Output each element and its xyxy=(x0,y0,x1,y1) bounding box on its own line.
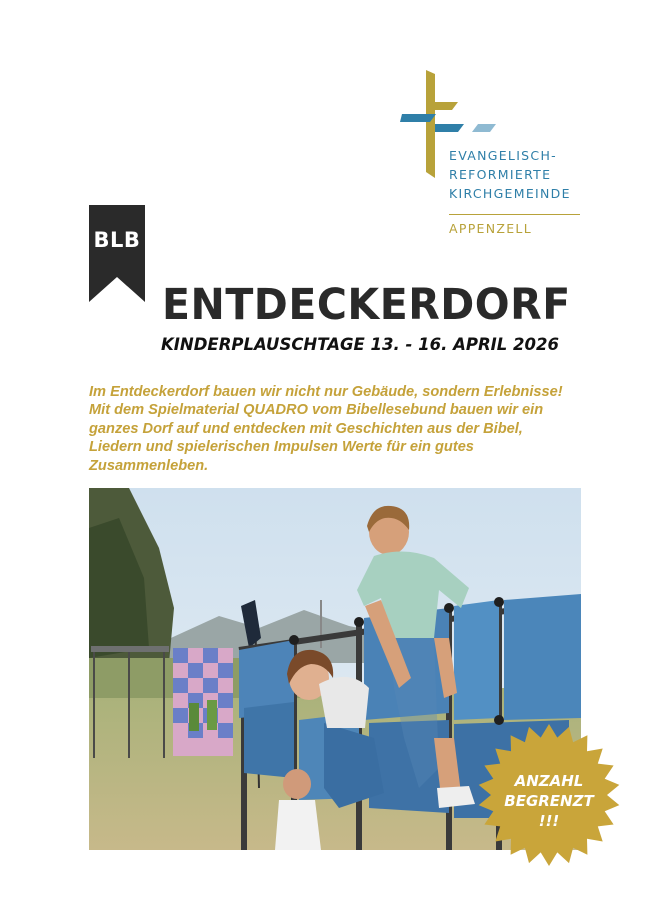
badge-line: !!! xyxy=(538,812,560,830)
church-divider xyxy=(449,214,580,215)
badge-line: ANZAHL xyxy=(514,772,584,790)
church-name-line: EVANGELISCH- xyxy=(449,148,557,163)
blb-bookmark-logo-icon xyxy=(89,205,145,302)
church-name xyxy=(449,146,589,203)
blb-logo-text: BLB xyxy=(93,228,141,252)
page-title: ENTDECKERDORF xyxy=(162,279,571,330)
limited-places-badge xyxy=(476,771,622,831)
badge-line: BEGRENZT xyxy=(504,792,594,810)
church-name-line: REFORMIERTE xyxy=(449,167,552,182)
event-dates-subtitle: KINDERPLAUSCHTAGE 13. - 16. APRIL 2026 xyxy=(161,335,559,354)
church-name-line: KIRCHGEMEINDE xyxy=(449,186,571,201)
church-place: APPENZELL xyxy=(449,221,532,236)
intro-paragraph: Im Entdeckerdorf bauen wir nicht nur Gebäude, sondern Erlebnisse! Mit dem Spielmaterial QUADRO vom Bibellesebund bauen wir ein ganzes Dorf auf und entdecken mit Geschichten aus der Bibel, Liedern und spielerischen Impulsen Werte für ein gutes Zusammenleben. xyxy=(89,384,563,474)
